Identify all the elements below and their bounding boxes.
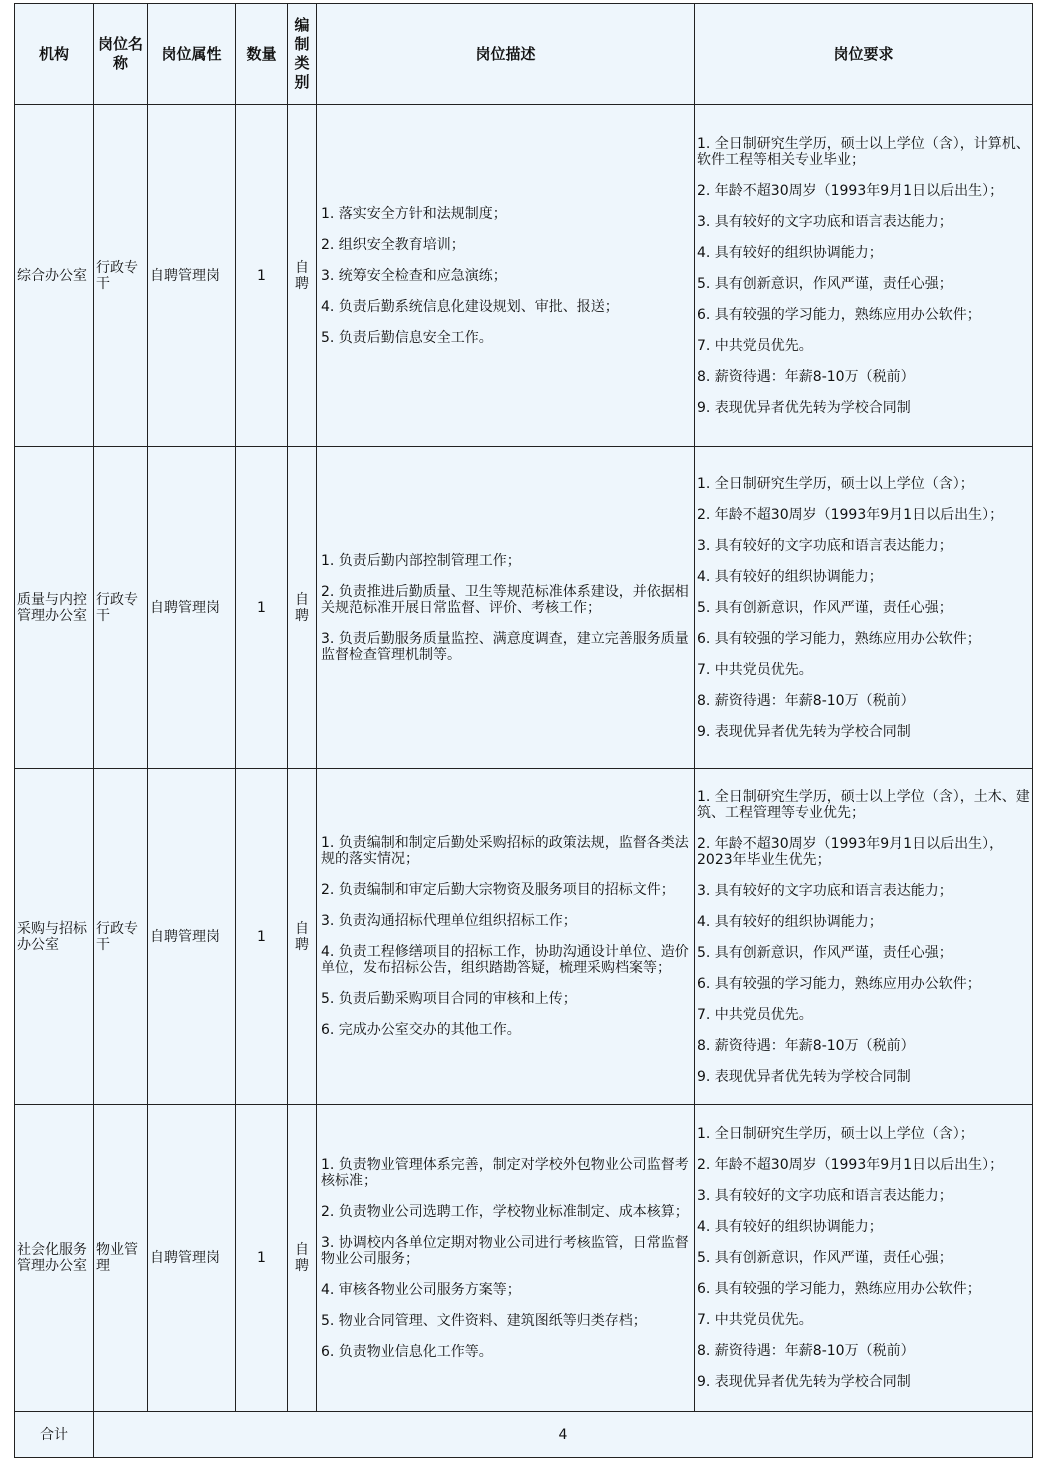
- requirement-item: 4. 具有较好的组织协调能力；: [697, 568, 883, 585]
- org-cell: 综合办公室: [15, 105, 94, 447]
- description-item: 5. 物业合同管理、文件资料、建筑图纸等归类存档；: [321, 1312, 647, 1329]
- requirement-item: 3. 具有较好的文字功底和语言表达能力；: [697, 537, 953, 554]
- requirements-cell: [695, 447, 1033, 769]
- header-description: 岗位描述: [317, 4, 695, 105]
- requirement-item: 9. 表现优异者优先转为学校合同制: [697, 1068, 911, 1085]
- description-cell: [317, 447, 695, 769]
- requirements-cell: [695, 105, 1033, 447]
- requirement-item: 6. 具有较强的学习能力，熟练应用办公软件；: [697, 1281, 981, 1297]
- requirements-cell: [695, 769, 1033, 1105]
- description-item: 5. 负责后勤采购项目合同的审核和上传；: [321, 991, 577, 1007]
- staffing-cell: 自聘: [288, 769, 317, 1105]
- header-org: 机构: [15, 4, 94, 105]
- count-cell: 1: [236, 1105, 288, 1412]
- description-item: 2. 负责推进后勤质量、卫生等规范标准体系建设，并依据相关规范标准开展日常监督、评价、考核工作；: [321, 583, 689, 616]
- header-requirements: 岗位要求: [695, 4, 1033, 105]
- count-cell: 1: [236, 769, 288, 1105]
- description-cell: [317, 105, 695, 447]
- requirement-item: 4. 具有较好的组织协调能力；: [697, 913, 883, 930]
- description-item: 4. 负责工程修缮项目的招标工作，协助沟通设计单位、造价单位，发布招标公告，组织踏勘答疑，梳理采购档案等；: [321, 944, 689, 976]
- table-row: [15, 447, 1033, 769]
- requirement-item: 9. 表现优异者优先转为学校合同制: [697, 723, 911, 740]
- staffing-cell: 自聘: [288, 105, 317, 447]
- requirement-item: 6. 具有较强的学习能力，熟练应用办公软件；: [697, 630, 981, 647]
- requirement-item: 7. 中共党员优先。: [697, 1312, 813, 1328]
- requirement-item: 8. 薪资待遇：年薪8-10万（税前）: [697, 692, 915, 709]
- requirement-item: 5. 具有创新意识，作风严谨，责任心强；: [697, 944, 953, 961]
- requirement-item: 7. 中共党员优先。: [697, 337, 813, 354]
- staffing-cell: 自聘: [288, 447, 317, 769]
- org-cell: 社会化服务管理办公室: [15, 1105, 94, 1412]
- count-cell: 1: [236, 447, 288, 769]
- requirement-item: 2. 年龄不超30周岁（1993年9月1日以后出生），2023年毕业生优先；: [697, 835, 1004, 868]
- requirement-item: 9. 表现优异者优先转为学校合同制: [697, 1374, 911, 1390]
- description-item: 3. 负责后勤服务质量监控、满意度调查，建立完善服务质量监督检查管理机制等。: [321, 630, 689, 663]
- description-cell: [317, 769, 695, 1105]
- requirement-item: 6. 具有较强的学习能力，熟练应用办公软件；: [697, 306, 981, 323]
- requirement-item: 4. 具有较好的组织协调能力；: [697, 244, 883, 261]
- description-item: 3. 统筹安全检查和应急演练；: [321, 267, 507, 284]
- description-item: 4. 审核各物业公司服务方案等；: [321, 1281, 521, 1298]
- description-item: 2. 负责编制和审定后勤大宗物资及服务项目的招标文件；: [321, 882, 675, 898]
- table-row: [15, 1105, 1033, 1412]
- total-value: 4: [94, 1412, 1033, 1458]
- description-item: 4. 负责后勤系统信息化建设规划、审批、报送；: [321, 298, 619, 315]
- requirement-item: 3. 具有较好的文字功底和语言表达能力；: [697, 882, 953, 899]
- description-item: 6. 负责物业信息化工作等。: [321, 1343, 493, 1360]
- position-cell: 物业管理: [94, 1105, 148, 1412]
- attribute-cell: 自聘管理岗: [148, 105, 236, 447]
- requirement-item: 2. 年龄不超30周岁（1993年9月1日以后出生）；: [697, 182, 1004, 199]
- org-cell: 质量与内控管理办公室: [15, 447, 94, 769]
- requirement-item: 5. 具有创新意识，作风严谨，责任心强；: [697, 275, 953, 292]
- job-table: [14, 3, 1033, 1458]
- org-cell: 采购与招标办公室: [15, 769, 94, 1105]
- description-item: 5. 负责后勤信息安全工作。: [321, 329, 493, 346]
- requirement-item: 1. 全日制研究生学历，硕士以上学位（含）；: [697, 475, 974, 492]
- requirement-item: 2. 年龄不超30周岁（1993年9月1日以后出生）；: [697, 506, 1004, 523]
- requirements-cell: [695, 1105, 1033, 1412]
- total-row: [15, 1412, 1033, 1458]
- requirement-item: 1. 全日制研究生学历，硕士以上学位（含），土木、建筑、工程管理等专业优先；: [697, 788, 1030, 821]
- description-item: 1. 负责物业管理体系完善，制定对学校外包物业公司监督考核标准；: [321, 1156, 689, 1189]
- description-item: 3. 负责沟通招标代理单位组织招标工作；: [321, 913, 577, 929]
- description-item: 6. 完成办公室交办的其他工作。: [321, 1022, 521, 1038]
- description-cell: [317, 1105, 695, 1412]
- requirement-item: 2. 年龄不超30周岁（1993年9月1日以后出生）；: [697, 1157, 1004, 1173]
- description-item: 1. 负责后勤内部控制管理工作；: [321, 552, 521, 569]
- requirement-item: 5. 具有创新意识，作风严谨，责任心强；: [697, 599, 953, 616]
- requirement-item: 5. 具有创新意识，作风严谨，责任心强；: [697, 1250, 953, 1266]
- description-item: 1. 负责编制和制定后勤处采购招标的政策法规，监督各类法规的落实情况；: [321, 835, 689, 867]
- description-item: 2. 负责物业公司选聘工作，学校物业标准制定、成本核算；: [321, 1203, 689, 1220]
- attribute-cell: 自聘管理岗: [148, 447, 236, 769]
- header-position: 岗位名称: [94, 4, 148, 105]
- attribute-cell: 自聘管理岗: [148, 1105, 236, 1412]
- description-item: 3. 协调校内各单位定期对物业公司进行考核监管，日常监督物业公司服务；: [321, 1234, 689, 1267]
- header-count: 数量: [236, 4, 288, 105]
- requirement-item: 8. 薪资待遇：年薪8-10万（税前）: [697, 1037, 915, 1054]
- staffing-cell: 自聘: [288, 1105, 317, 1412]
- requirement-item: 9. 表现优异者优先转为学校合同制: [697, 399, 911, 416]
- requirement-item: 8. 薪资待遇：年薪8-10万（税前）: [697, 368, 915, 385]
- requirement-item: 1. 全日制研究生学历，硕士以上学位（含），计算机、软件工程等相关专业毕业；: [697, 135, 1030, 168]
- requirement-item: 3. 具有较好的文字功底和语言表达能力；: [697, 1188, 953, 1204]
- job-rows: [15, 105, 1033, 1458]
- description-item: 2. 组织安全教育培训；: [321, 236, 465, 253]
- position-cell: 行政专干: [94, 447, 148, 769]
- header-attribute: 岗位属性: [148, 4, 236, 105]
- requirement-item: 4. 具有较好的组织协调能力；: [697, 1219, 883, 1235]
- table-row: [15, 105, 1033, 447]
- requirement-item: 1. 全日制研究生学历，硕士以上学位（含）；: [697, 1126, 974, 1142]
- requirement-item: 8. 薪资待遇：年薪8-10万（税前）: [697, 1343, 915, 1359]
- requirement-item: 7. 中共党员优先。: [697, 661, 813, 678]
- position-cell: 行政专干: [94, 105, 148, 447]
- count-cell: 1: [236, 105, 288, 447]
- requirement-item: 6. 具有较强的学习能力，熟练应用办公软件；: [697, 975, 981, 992]
- table-row: [15, 769, 1033, 1105]
- position-cell: 行政专干: [94, 769, 148, 1105]
- requirement-item: 7. 中共党员优先。: [697, 1006, 813, 1023]
- total-label: 合计: [15, 1412, 94, 1458]
- attribute-cell: 自聘管理岗: [148, 769, 236, 1105]
- header-staffing: 编制类别: [288, 4, 317, 105]
- requirement-item: 3. 具有较好的文字功底和语言表达能力；: [697, 213, 953, 230]
- header-row: [15, 4, 1033, 105]
- description-item: 1. 落实安全方针和法规制度；: [321, 205, 507, 222]
